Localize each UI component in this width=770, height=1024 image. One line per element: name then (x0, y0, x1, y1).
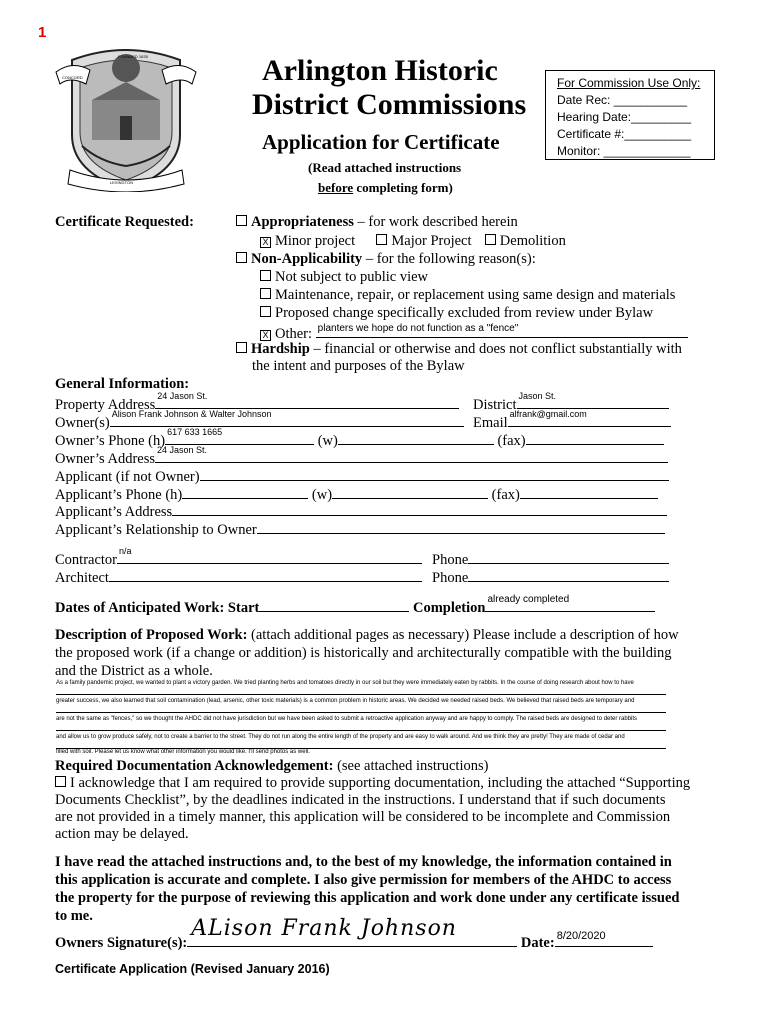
town-seal-logo (52, 40, 200, 192)
contractor-value: n/a (119, 546, 132, 556)
reason-1-row (260, 269, 428, 286)
commission-use-box (545, 70, 715, 160)
other-checkbox[interactable]: X (260, 330, 271, 341)
description-line-1[interactable]: As a family pandemic project, we wanted to plant a victory garden. We tried planting herbs and tomatoes directly in our soil but they were immediately eaten by rabbits. In the course of doing research about how to have (56, 679, 666, 695)
contractor-label: Contractor (55, 552, 118, 568)
email-row (473, 409, 671, 432)
other-label: Other: (275, 326, 313, 342)
reason-2-row (260, 287, 675, 304)
architect-phone-label: Phone (432, 570, 469, 586)
owner-phone-fax-label: (fax) (497, 433, 526, 449)
major-project-label: Major Project (391, 233, 472, 249)
architect-row (55, 567, 422, 587)
email-label: Email (473, 415, 508, 431)
title-line2: District Commissions (252, 88, 527, 121)
signature-value: ALison Frank Johnson (191, 916, 457, 941)
owner-label: Owner(s) (55, 415, 110, 431)
applicant-phone-work-field[interactable] (332, 484, 488, 499)
declaration-line2: this application is accurate and complete. I also give permission for members of the AHDC to access (55, 872, 672, 888)
declaration-line1: I have read the attached instructions and, to the best of my knowledge, the information contained in (55, 854, 672, 870)
documentation-section (55, 758, 690, 843)
documentation-line2: Documents Checklist”, by the deadlines indicated in the instructions. I understand that if such documents (55, 792, 666, 808)
owner-address-value: 24 Jason St. (157, 445, 208, 455)
owner-fax-field[interactable] (526, 430, 664, 445)
documentation-heading: Required Documentation Acknowledgement: (55, 758, 334, 774)
owner-address-row (55, 445, 668, 468)
instructions-note-2 (318, 180, 453, 196)
owner-row (55, 409, 464, 432)
owner-phone-label: Owner’s Phone (h) (55, 433, 166, 449)
acknowledge-checkbox[interactable] (55, 776, 66, 787)
applicant-label: Applicant (if not Owner) (55, 469, 200, 485)
commission-title: For Commission Use Only: (557, 76, 701, 90)
reason-2-checkbox[interactable] (260, 288, 271, 299)
footer-revision: Certificate Application (Revised January 2016) (55, 962, 330, 976)
owner-phone-w-label: (w) (317, 433, 338, 449)
contractor-field[interactable] (117, 546, 422, 564)
general-info-heading: General Information: (55, 376, 190, 392)
contractor-phone-row (432, 549, 669, 569)
declaration-line4: to me. (55, 908, 93, 924)
demolition-checkbox[interactable] (485, 234, 496, 245)
district-label: District (473, 397, 517, 413)
dates-row (55, 594, 655, 617)
architect-phone-field[interactable] (468, 567, 669, 582)
seal-top-text: FOUNDED 1635 (118, 54, 148, 59)
completion-field[interactable] (485, 594, 655, 612)
applicant-phone-label: Applicant’s Phone (h) (55, 487, 183, 503)
architect-phone-row (432, 567, 669, 587)
non-applicability-row (236, 251, 536, 268)
declaration-line3: the property for the purpose of reviewing this application and work done under any certificate issued (55, 890, 680, 906)
signature-field[interactable] (187, 916, 517, 947)
reason-2-label: Maintenance, repair, or replacement using same design and materials (275, 287, 676, 303)
date-field[interactable] (555, 932, 653, 947)
demolition-label: Demolition (499, 233, 566, 249)
completion-value: already completed (487, 594, 570, 605)
reason-1-label: Not subject to public view (275, 269, 429, 285)
non-applicability-checkbox[interactable] (236, 252, 247, 263)
applicant-phone-home-field[interactable] (182, 484, 308, 499)
major-project-checkbox[interactable] (376, 234, 387, 245)
seal-bottom-text: LEXINGTON (110, 180, 134, 185)
contractor-phone-label: Phone (432, 552, 469, 568)
hardship-desc: – financial or otherwise and does not conflict substantially with (309, 341, 682, 357)
signature-label: Owners Signature(s): (55, 935, 188, 951)
applicant-address-label: Applicant’s Address (55, 504, 173, 520)
project-type-row (260, 233, 566, 250)
documentation-line1: I acknowledge that I am required to provide supporting documentation, including the attached “Supporting (70, 775, 691, 791)
contractor-phone-field[interactable] (468, 549, 669, 564)
contractor-row (55, 546, 422, 569)
description-instructions-line3: and the District as a whole. (55, 663, 213, 679)
certificate-number: Certificate #:__________ (557, 127, 692, 141)
hearing-date: Hearing Date:_________ (557, 110, 692, 124)
owner-phone-row (55, 427, 664, 450)
applicant-fax-field[interactable] (520, 484, 658, 499)
reason-1-checkbox[interactable] (260, 270, 271, 281)
seal-left-text: CONCORD (62, 75, 83, 80)
documentation-line3: are not provided in a timely manner, this application will be considered to be incomplete and Commission (55, 809, 671, 825)
hardship-checkbox[interactable] (236, 342, 247, 353)
certificate-requested-label: Certificate Requested: (55, 214, 194, 230)
page-number: 1 (38, 24, 47, 41)
description-line-2[interactable]: greater success, we also learned that soil contamination (lead, arsenic, other toxic materials) is a common problem in historic areas. We decided we needed raised beds. We believed that raised beds are temporary and (56, 697, 666, 713)
note-rest: completing form) (353, 180, 453, 195)
monitor: Monitor: _____________ (557, 144, 691, 158)
architect-field[interactable] (109, 567, 422, 582)
owner-phone-work-field[interactable] (338, 430, 494, 445)
non-applicability-label: Non-Applicability (251, 251, 363, 267)
appropriateness-row (236, 214, 518, 231)
title-line1: Arlington Historic (262, 54, 498, 87)
subtitle: Application for Certificate (262, 130, 500, 154)
reason-3-label: Proposed change specifically excluded from review under Bylaw (275, 305, 654, 321)
minor-project-label: Minor project (275, 233, 356, 249)
other-field[interactable] (316, 323, 688, 338)
architect-label: Architect (55, 570, 109, 586)
declaration (55, 853, 679, 925)
instructions-note: (Read attached instructions (308, 160, 462, 175)
other-row (260, 323, 688, 343)
applicant-address-row (55, 501, 667, 521)
non-applicability-desc: – for the following reason(s): (362, 251, 536, 267)
before-word: before (318, 180, 354, 195)
minor-project-checkbox[interactable]: X (260, 237, 271, 248)
completion-label: Completion (412, 600, 486, 616)
documentation-heading-rest: (see attached instructions) (333, 758, 489, 774)
applicant-phone-w-label: (w) (311, 487, 333, 503)
hardship-label: Hardship (251, 341, 310, 357)
start-date-field[interactable] (259, 597, 409, 612)
date-value: 8/20/2020 (556, 930, 606, 942)
hardship-line2: the intent and purposes of the Bylaw (252, 358, 465, 374)
description-line-4[interactable]: and allow us to grow produce safely, not to create a barrier to the street. They do not run along the entire length of the property and are easy to walk around. And we think they are pretty! They are made of cedar and (56, 733, 666, 749)
owner-value: Alison Frank Johnson & Walter Johnson (111, 409, 272, 419)
reason-3-checkbox[interactable] (260, 306, 271, 317)
property-address-label: Property Address (55, 397, 156, 413)
description-line-3[interactable]: are not the same as "fences," so we thought the AHDC did not have jurisdiction but we have been asked to submit a retroactive application anyway and are happy to comply. The raised beds are designed to deter rabbits (56, 715, 666, 731)
description-instructions-line2: the proposed work (if a change or addition) is historically and architecturally compatible with the building (55, 645, 672, 661)
applicant-row (55, 466, 669, 486)
description-heading: Description of Proposed Work: (55, 627, 248, 643)
applicant-field[interactable] (200, 466, 669, 481)
date-label: Date: (520, 935, 555, 951)
email-field[interactable] (508, 409, 671, 427)
applicant-relationship-row (55, 519, 665, 539)
description-instructions-line1: (attach additional pages as necessary) Please include a description of how (247, 627, 679, 643)
applicant-relationship-field[interactable] (257, 519, 665, 534)
property-address-value: 24 Jason St. (157, 391, 208, 401)
hardship-row (236, 341, 682, 358)
appropriateness-checkbox[interactable] (236, 215, 247, 226)
documentation-line4: action may be delayed. (55, 826, 189, 842)
owner-address-label: Owner’s Address (55, 451, 156, 467)
owner-field[interactable] (110, 409, 464, 427)
appropriateness-label: Appropriateness (251, 214, 354, 230)
other-value: planters we hope do not function as a "fence" (317, 323, 519, 334)
owner-address-field[interactable] (155, 445, 668, 463)
dates-start-label: Dates of Anticipated Work: Start (55, 600, 260, 616)
description-line-5[interactable]: filled with soil. Please let us know what other information you would like. I'll send photos as well. (56, 749, 310, 755)
email-value: alfrank@gmail.com (509, 409, 587, 419)
applicant-relationship-label: Applicant’s Relationship to Owner (55, 522, 257, 538)
owner-phone-value: 617 633 1665 (167, 427, 223, 437)
appropriateness-desc: – for work described herein (353, 214, 518, 230)
applicant-phone-fax-label: (fax) (491, 487, 520, 503)
date-rec: Date Rec: ___________ (557, 93, 688, 107)
applicant-address-field[interactable] (172, 501, 667, 516)
description-instructions (55, 626, 679, 680)
district-value: Jason St. (518, 391, 557, 401)
